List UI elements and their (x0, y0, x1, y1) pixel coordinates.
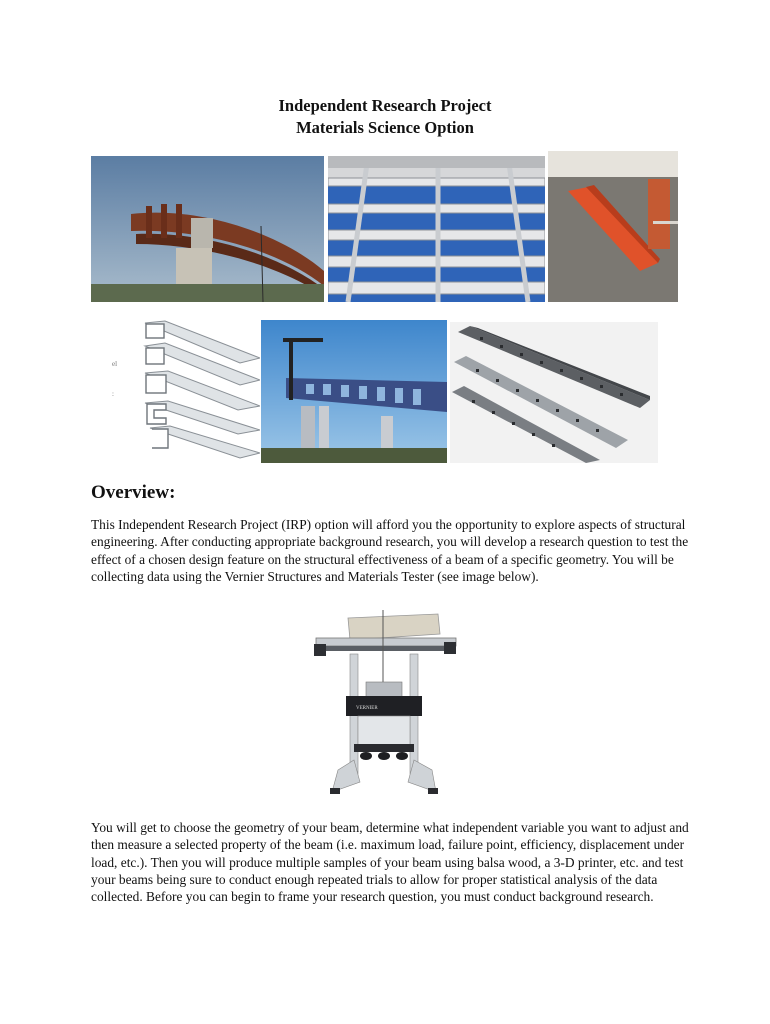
perforated-metal-tubes-photo (450, 322, 658, 463)
steel-roof-joists-photo (328, 156, 545, 302)
svg-text:VERNIER: VERNIER (356, 706, 378, 711)
bridge-truss-construction-photo (261, 320, 447, 463)
document-title (0, 95, 770, 139)
vernier-structures-tester-photo (308, 610, 460, 800)
overview-heading: Overview: (91, 482, 176, 503)
title-line-1: Independent Research Project (278, 96, 492, 115)
beam-profile-sections-photo (110, 318, 260, 463)
orange-beam-test-photo (548, 151, 678, 302)
svg-text::: : (112, 390, 114, 398)
svg-text:el: el (112, 360, 118, 368)
details-paragraph: You will get to choose the geometry of your beam, determine what independent variable you want to adjust and then measure a selected property of the beam (i.e. maximum load, failure point, efficiency, displacement under load, etc.). Then you will produce multiple samples of your beam using balsa wood, a 3-D printer, etc. and test your beams being sure to conduct enough repeated trials to allow for proper statistical analysis of the data collected. Before you can begin to frame your research question, you must conduct background research. (91, 820, 689, 905)
steel-bridge-girder-photo (91, 156, 324, 302)
overview-paragraph: This Independent Research Project (IRP) option will afford you the opportunity to explore aspects of structural engineering. After conducting appropriate background research, you will develop a research question to test the effect of a chosen design feature on the structural effectiveness of a beam of a specific geometry. You will be collecting data using the Vernier Structures and Materials Tester (see image below). (91, 517, 689, 584)
title-line-2: Materials Science Option (296, 118, 474, 137)
